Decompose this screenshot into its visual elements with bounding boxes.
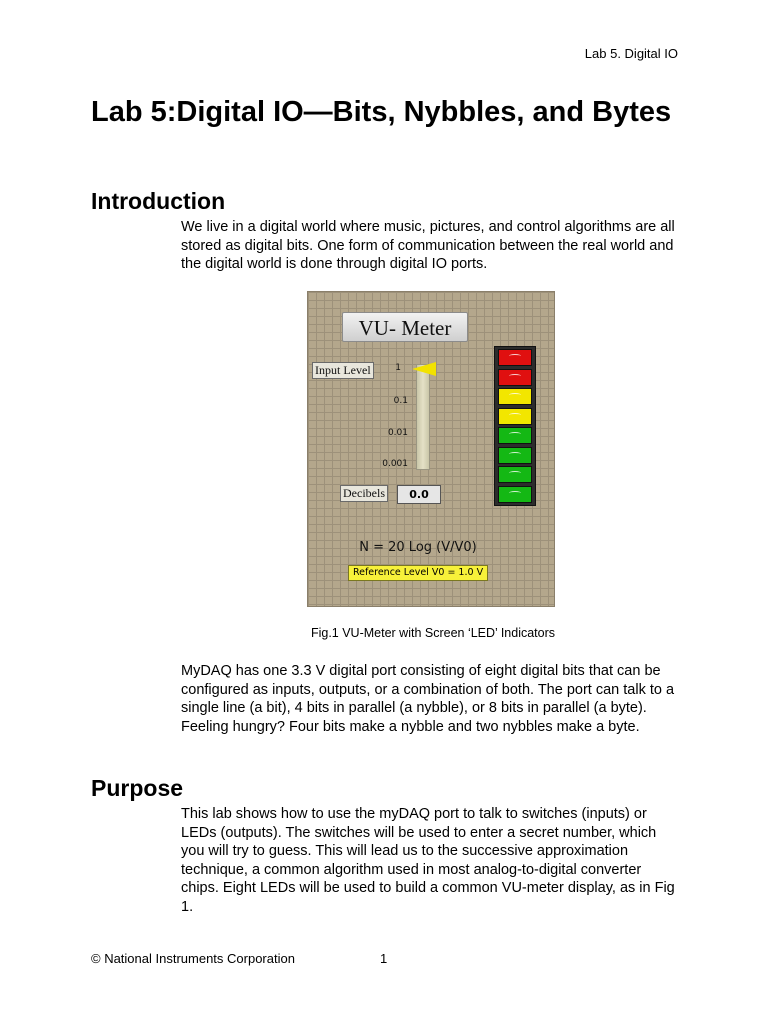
page-number: 1 [380, 951, 388, 966]
led-indicator-stack [494, 346, 536, 506]
input-level-label: Input Level [312, 362, 374, 379]
led-indicator [498, 349, 532, 366]
introduction-paragraph: We live in a digital world where music, pictures, and control algorithms are all stored as digital bits. One form of communication between the real world and the digital world is done through digital IO ports. [181, 219, 675, 273]
led-indicator [498, 466, 532, 483]
purpose-paragraph: This lab shows how to use the myDAQ port to talk to switches (inputs) or LEDs (outputs). The switches will be used to enter a secret number, which you will try to guess. This will lead us to the successive approximation technique, a common algorithm used in most analog-to-digital converter chips. Eight LEDs will be used to build a common VU-meter display, as in Fig 1. [181, 806, 675, 915]
purpose-heading: Purpose [91, 775, 184, 801]
led-indicator [498, 388, 532, 405]
reference-level-label: Reference Level V0 = 1.0 V [348, 565, 488, 581]
decibels-label: Decibels [340, 485, 388, 502]
input-level-slider-thumb[interactable] [412, 362, 436, 376]
figure-caption: Fig.1 VU-Meter with Screen ‘LED’ Indicators [310, 626, 556, 640]
led-indicator [498, 447, 532, 464]
footer-copyright: © National Instruments Corporation [91, 951, 295, 966]
introduction-heading: Introduction [91, 188, 226, 214]
tick-label: 1 [395, 363, 401, 373]
formula-text: N = 20 Log (V/V0) [359, 540, 477, 555]
input-level-slider-track[interactable] [416, 364, 430, 470]
vu-meter-figure [307, 291, 555, 607]
page-title: Lab 5:Digital IO—Bits, Nybbles, and Bytes [91, 96, 672, 128]
running-header: Lab 5. Digital IO [584, 46, 678, 61]
decibels-value: 0.0 [397, 485, 441, 504]
tick-label: 0.001 [382, 459, 408, 469]
vu-meter-title-button[interactable]: VU- Meter [342, 312, 468, 342]
mydaq-paragraph: MyDAQ has one 3.3 V digital port consisting of eight digital bits that can be configured as inputs, outputs, or a combination of both. The port can talk to a single line (a bit), 4 bits in parallel (a nybble), or 8 bits in parallel (a byte). Feeling hungry? Four bits make a nybble and two nybbles make a byte. [181, 663, 675, 735]
led-indicator [498, 486, 532, 503]
tick-label: 0.01 [387, 428, 408, 438]
led-indicator [498, 369, 532, 386]
led-indicator [498, 427, 532, 444]
led-indicator [498, 408, 532, 425]
tick-label: 0.1 [393, 396, 408, 406]
